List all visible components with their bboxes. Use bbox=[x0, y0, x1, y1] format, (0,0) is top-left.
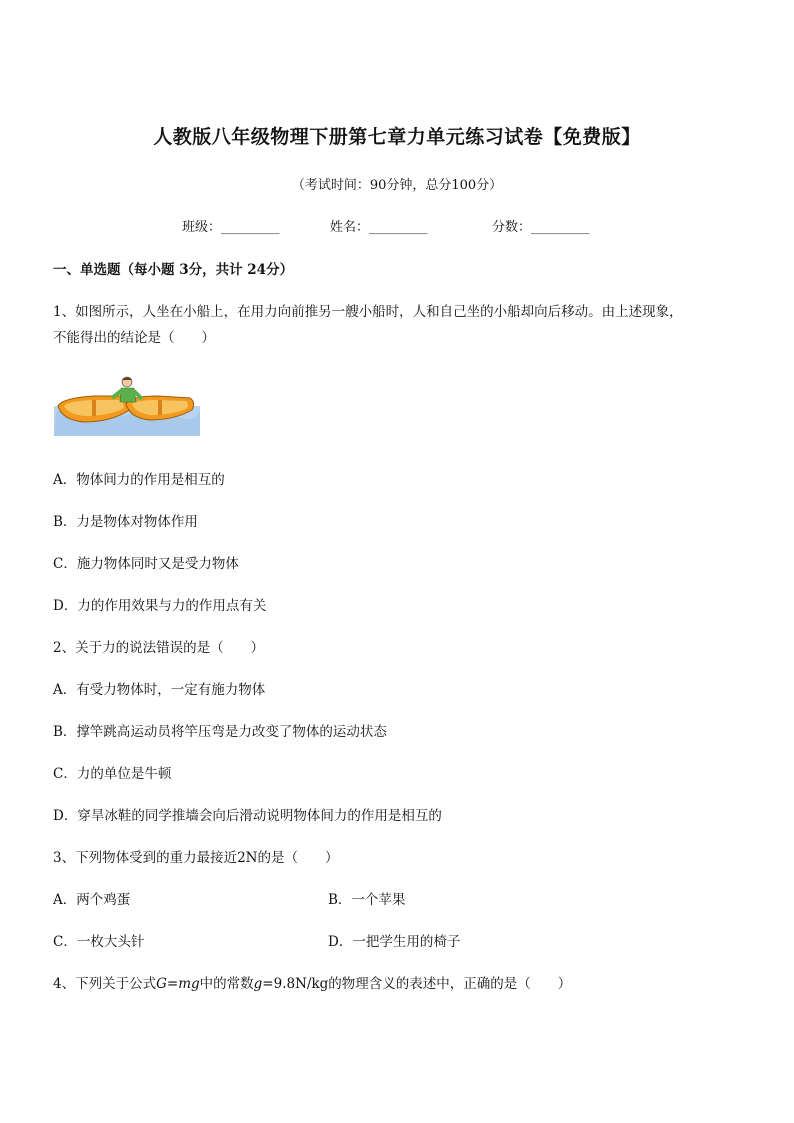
q2-option-d: D．穿旱冰鞋的同学推墙会向后滑动说明物体间力的作用是相互的 bbox=[53, 808, 442, 824]
q1-option-b: B．力是物体对物体作用 bbox=[53, 514, 198, 530]
q1-option-a: A．物体间力的作用是相互的 bbox=[53, 472, 225, 488]
q4-stem bbox=[53, 972, 571, 992]
q2-stem: 2、关于力的说法错误的是（ ） bbox=[53, 640, 265, 656]
q4-stem-part3: =9.8N/kg的物理含义的表述中，正确的是（ ） bbox=[262, 976, 572, 992]
q3-option-d: D．一把学生用的椅子 bbox=[328, 934, 461, 950]
page-title: 人教版八年级物理下册第七章力单元练习试卷【免费版】 bbox=[153, 126, 641, 148]
q2-option-c: C．力的单位是牛顿 bbox=[53, 766, 172, 782]
q3-option-c: C．一枚大头针 bbox=[53, 934, 145, 950]
q4-formula: G=mg bbox=[156, 976, 200, 992]
exam-time-note: （考试时间：90分钟，总分100分） bbox=[291, 178, 503, 193]
q2-option-a: A．有受力物体时，一定有施力物体 bbox=[53, 682, 266, 698]
boat-illustration bbox=[54, 376, 200, 436]
q4-stem-part2: 中的常数 bbox=[199, 976, 254, 992]
q2-option-b: B．撑竿跳高运动员将竿压弯是力改变了物体的运动状态 bbox=[53, 724, 387, 740]
q1-option-c: C．施力物体同时又是受力物体 bbox=[53, 556, 239, 572]
q1-stem: 1、如图所示，人坐在小船上，在用力向前推另一艘小船时，人和自己坐的小船却向后移动。由上述现象， bbox=[53, 304, 683, 320]
section-heading: 一、单选题（每小题 3分，共计 24分） bbox=[53, 262, 294, 278]
score-field: 分数：_________ bbox=[492, 220, 590, 235]
name-field: 姓名：_________ bbox=[330, 220, 428, 235]
q3-stem: 3、下列物体受到的重力最接近2N的是（ ） bbox=[53, 850, 339, 866]
q3-option-b: B．一个苹果 bbox=[328, 892, 406, 908]
q1-stem-cont: 不能得出的结论是（ ） bbox=[53, 330, 215, 346]
q4-g-symbol: g bbox=[253, 976, 263, 992]
q4-stem-part1: 4、下列关于公式 bbox=[53, 976, 157, 992]
q1-option-d: D．力的作用效果与力的作用点有关 bbox=[53, 598, 267, 614]
class-field: 班级：_________ bbox=[182, 220, 280, 235]
q3-option-a: A．两个鸡蛋 bbox=[53, 892, 131, 908]
